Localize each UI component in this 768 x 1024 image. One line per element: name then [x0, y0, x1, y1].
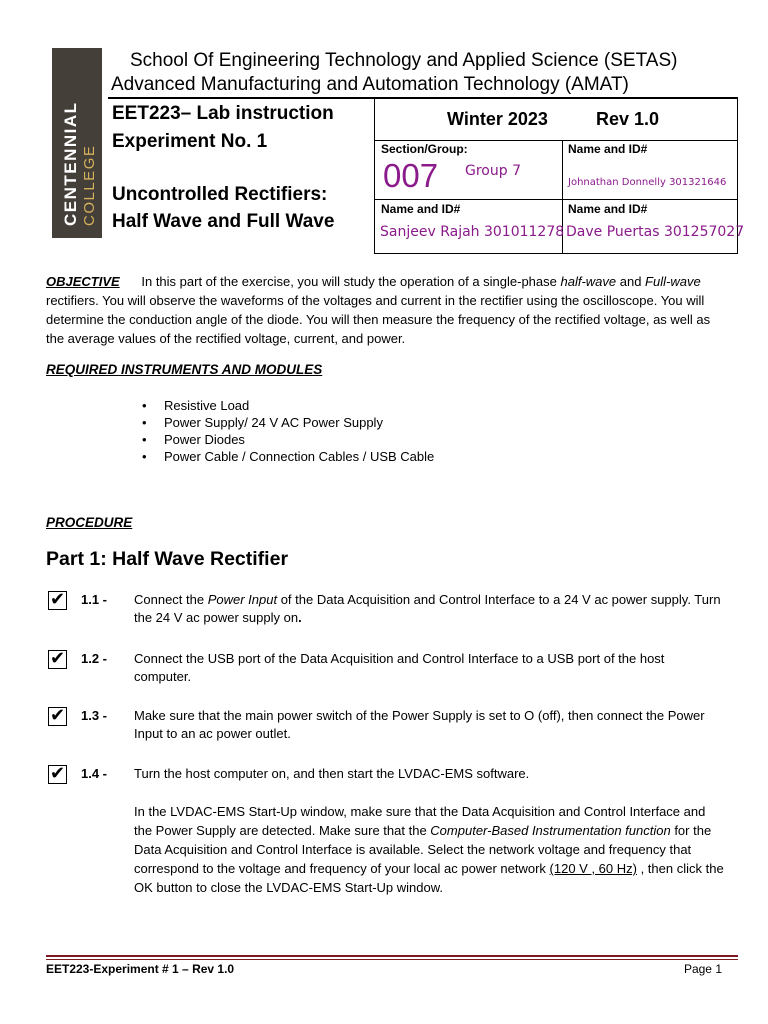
name-value-1: Johnathan Donnelly 301321646 — [568, 177, 727, 188]
check-icon[interactable]: ✔ — [49, 705, 66, 726]
step-text-part: of the Data Acquisition and Control Interface to a 24 V ac power supply. Turn the 24 V ac power supply on — [134, 592, 721, 625]
course-title: EET223– Lab instruction — [112, 103, 334, 124]
page-number: Page 1 — [683, 962, 722, 976]
step-text-bold: . — [298, 610, 302, 625]
term: Winter 2023 — [447, 109, 548, 129]
school-name: School Of Engineering Technology and Applied Science (SETAS) — [130, 50, 678, 71]
list-item: • Power Cable / Connection Cables / USB Cable — [140, 448, 434, 465]
step-text-part: for the Data Acquisition and Control Interface is available. Select the network voltage and frequency that correspond to the voltage and frequency of your local ac power network — [134, 823, 712, 876]
program-name: Advanced Manufacturing and Automation Technology (AMAT) — [111, 74, 629, 95]
term-row — [375, 99, 737, 141]
list-item: • Power Diodes — [140, 431, 434, 448]
step-text: Make sure that the main power switch of the Power Supply is set to O (off), then connect the Power Input to an ac power outlet. — [134, 708, 705, 741]
step-text-part: Connect the — [134, 592, 208, 607]
objective-heading: OBJECTIVE — [46, 274, 120, 289]
step-text — [134, 591, 724, 627]
step-number: 1.4 - — [81, 766, 108, 781]
objective-text-1: In this part of the exercise, you will study the operation of a single-phase — [141, 274, 561, 289]
instruments-list — [140, 397, 434, 465]
footer-rule — [46, 955, 738, 957]
objective-paragraph — [46, 272, 726, 348]
instruments-heading: REQUIRED INSTRUMENTS AND MODULES — [46, 362, 323, 377]
experiment-title-line2: Half Wave and Full Wave — [112, 211, 335, 232]
part-title: Part 1: Half Wave Rectifier — [46, 548, 289, 570]
name-label-3: Name and ID# — [568, 202, 648, 216]
objective-text-2: and — [616, 274, 646, 289]
group-info-table — [374, 98, 745, 254]
step-text-italic: Power Input — [207, 592, 278, 607]
objective-text-3: rectifiers. You will observe the waveforms of the voltages and current in the rectifier using the oscilloscope. You will determine the conduction angle of the diode. You will then measure the frequency of the rectified voltage, as well as the average values of the rectified voltage, current, and power. — [46, 293, 711, 346]
experiment-number: Experiment No. 1 — [112, 131, 268, 152]
check-icon[interactable]: ✔ — [49, 763, 66, 784]
name-label-1: Name and ID# — [568, 142, 648, 156]
name-label-2: Name and ID# — [381, 202, 461, 216]
check-icon[interactable]: ✔ — [49, 589, 66, 610]
name-value-3: Dave Puertas 301257027 — [566, 224, 745, 240]
objective-italic-halfwave: half-wave — [560, 274, 617, 289]
step-text: Turn the host computer on, and then start the LVDAC-EMS software. — [134, 766, 530, 781]
footer-title: EET223-Experiment # 1 – Rev 1.0 — [46, 962, 235, 976]
experiment-title-line1: Uncontrolled Rectifiers: — [112, 184, 328, 205]
section-value: 007 — [383, 157, 439, 194]
step-text-italic: Computer-Based Instrumentation function — [430, 823, 671, 838]
step-number: 1.3 - — [81, 708, 108, 723]
group-value: Group 7 — [465, 163, 521, 179]
step-text-underline: (120 V , 60 Hz) — [549, 861, 637, 876]
name-value-2: Sanjeev Rajah 301011278 — [380, 224, 565, 240]
procedure-heading: PROCEDURE — [46, 515, 133, 530]
table-divider-horizontal — [375, 199, 737, 200]
list-item: • Resistive Load — [140, 397, 434, 414]
footer-rule-thin — [46, 959, 738, 960]
step-text: Connect the USB port of the Data Acquisition and Control Interface to a USB port of the host computer. — [134, 651, 665, 684]
logo-text-centennial: CENTENNIAL — [61, 101, 80, 226]
college-logo — [52, 48, 102, 238]
logo-text-college: COLLEGE — [81, 144, 98, 226]
step-number: 1.2 - — [81, 651, 108, 666]
objective-italic-fullwave: Full-wave — [645, 274, 701, 289]
step-paragraph — [134, 802, 724, 897]
step-text-part: , then click the OK button to close the LVDAC-EMS Start-Up window. — [134, 861, 724, 895]
list-item: • Power Supply/ 24 V AC Power Supply — [140, 414, 434, 431]
revision: Rev 1.0 — [596, 109, 660, 129]
college-logo-mark — [52, 48, 102, 238]
step-number: 1.1 - — [81, 592, 108, 607]
section-label: Section/Group: — [381, 142, 468, 156]
step-text-part: In the LVDAC-EMS Start-Up window, make sure that the Data Acquisition and Control Interface and the Power Supply are detected. Make sure that the — [134, 804, 706, 838]
check-icon[interactable]: ✔ — [49, 648, 66, 669]
